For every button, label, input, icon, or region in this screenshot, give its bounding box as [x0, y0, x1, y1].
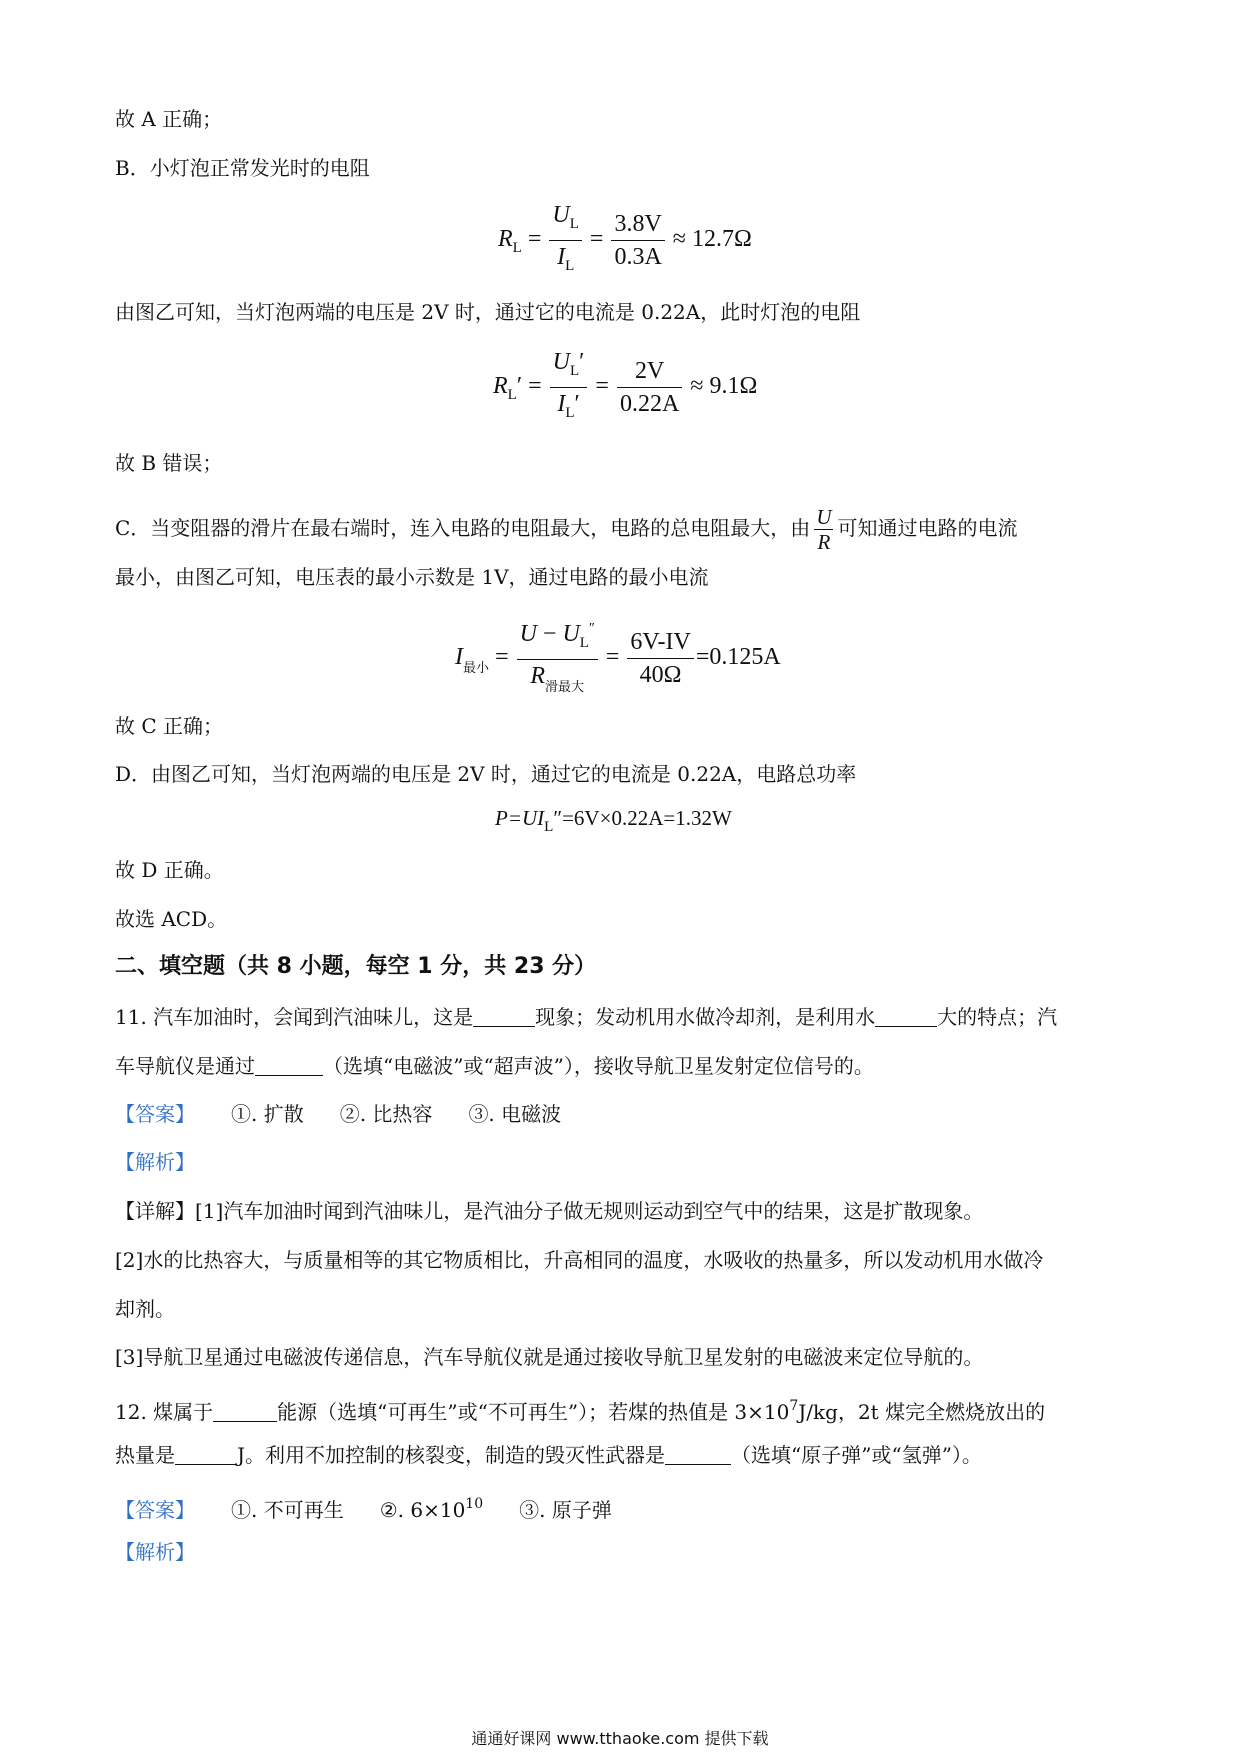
text-line: 故 A 正确； [115, 107, 223, 131]
answer-label: 【答案】 [115, 1102, 195, 1126]
question-12-line2: 热量是 J。利用不加控制的核裂变，制造的毁灭性武器是 （选填“原子弹”或“氢弹”）。 [115, 1443, 982, 1467]
equation-rl: $R_L$ = $\frac{U_L}{I_L}$ = $\frac{3.8V}{0.3A}$ ≈ 12.7Ω [498, 202, 752, 274]
question-11-line1: 11. 汽车加油时，会闻到汽油味儿，这是 现象；发动机用水做冷却剂，是利用水 大的特点；汽 [115, 1005, 1058, 1029]
detail-line: [2]水的比热容大，与质量相等的其它物质相比，升高相同的温度，水吸收的热量多，所以发动机用水做冷 [115, 1248, 1044, 1272]
text-line: 故选 ACD。 [115, 907, 228, 931]
section-heading: 二、填空题（共 8 小题，每空 1 分，共 23 分） [115, 954, 597, 979]
text-line: 最小，由图乙可知，电压表的最小示数是 1V，通过电路的最小电流 [115, 565, 709, 589]
text-line: B．小灯泡正常发光时的电阻 [115, 156, 370, 180]
equation-power: $P=UI_L''=6V\times 0.22A=1.32W$ [495, 806, 732, 835]
text-line: 故 B 错误； [115, 451, 223, 475]
analysis-label: 【解析】 [115, 1150, 195, 1174]
text-line: 故 C 正确； [115, 714, 224, 738]
question-12-line1: 12. 煤属于 能源（选填“可再生”或“不可再生”）；若煤的热值是 $3\times 10^7J/kg$，2t 煤完全燃烧放出的 [115, 1398, 1046, 1424]
answer-label: 【答案】 [115, 1498, 195, 1522]
answer-12: 【答案】 ①. 不可再生 ②. $6\times 10^{10}$ ③. 原子弹 [115, 1496, 612, 1522]
equation-i-min: $I_{最小}$ = $\frac{U - U_L''}{R_{滑最大}}$ = $\frac{6V-IV}{40\Omega}$ =0.125A [455, 614, 781, 703]
text-line-c: C．当变阻器的滑片在最右端时，连入电路的电阻最大，电路的总电阻最大，由 $\frac{U}{R}$ 可知通过电路的电流 [115, 505, 1018, 554]
text-line: 故 D 正确。 [115, 858, 224, 882]
question-11-line2: 车导航仪是通过 （选填“电磁波”或“超声波”），接收导航卫星发射定位信号的。 [115, 1054, 874, 1078]
answer-11: 【答案】 ①. 扩散 ②. 比热容 ③. 电磁波 [115, 1102, 562, 1126]
detail-line: [3]导航卫星通过电磁波传递信息，汽车导航仪就是通过接收导航卫星发射的电磁波来定位导航的。 [115, 1345, 984, 1369]
equation-rl-prime: $R_L'$ = $\frac{U_L'}{I_L'}$ = $\frac{2V}{0.22A}$ ≈ 9.1Ω [493, 349, 758, 421]
page-footer: 通通好课网 www.tthaoke.com 提供下载 [471, 1729, 769, 1748]
detail-line: 却剂。 [115, 1297, 175, 1321]
text-line: 由图乙可知，当灯泡两端的电压是 2V 时，通过它的电流是 0.22A，此时灯泡的电阻 [115, 300, 861, 324]
analysis-label: 【解析】 [115, 1540, 195, 1564]
text-line: D．由图乙可知，当灯泡两端的电压是 2V 时，通过它的电流是 0.22A，电路总功率 [115, 762, 857, 786]
detail-line: 【详解】[1]汽车加油时闻到汽油味儿，是汽油分子做无规则运动到空气中的结果，这是扩散现象。 [115, 1199, 984, 1223]
